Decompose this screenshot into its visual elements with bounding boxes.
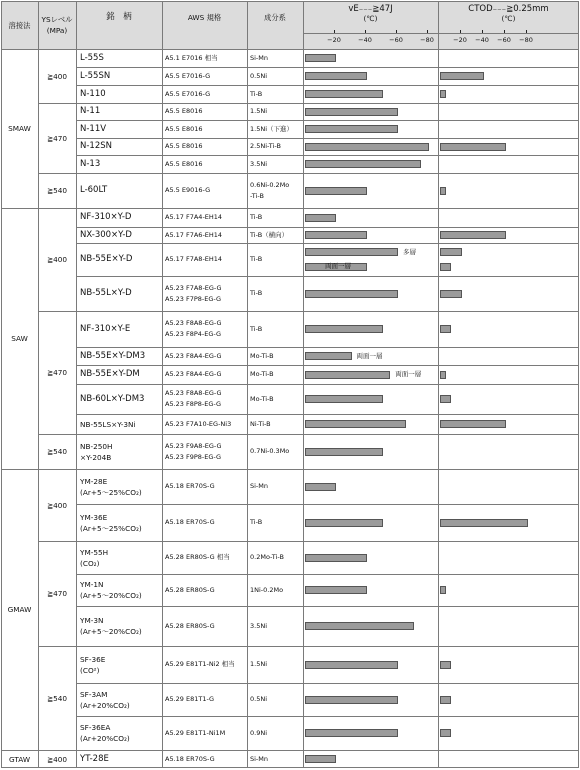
composition-cell-line-0: Si-Mn [250,53,269,62]
aws-cell [165,173,247,208]
brand-cell [80,716,162,750]
aws-cell-line-0: A5.5 E8016 [165,107,203,115]
ys-level-cell: ≧470 [46,589,68,598]
aws-cell [165,541,247,574]
brand-cell-line-1: (Ar+20%CO₂) [80,734,130,743]
brand-cell [80,103,162,120]
brand-cell-line-0: YM-3N [80,616,104,625]
composition-cell-line-0: 0.5Ni [250,695,268,703]
brand-cell-line-0: NF-310×Y-D [80,212,132,222]
brand-cell [80,208,162,227]
brand-cell [80,227,162,243]
composition-cell-line-0: Ti-B [250,324,263,333]
brand-cell-line-1: (Ar+5～20%CO₂) [80,591,142,600]
brand-cell [80,67,162,85]
row-line [1,750,579,751]
brand-cell-line-0: NB-55E×Y-D [80,254,133,264]
brand-cell-line-0: N-12SN [80,141,112,151]
brand-cell-line-1: (CO₂) [80,558,100,568]
brand-cell-line-0: YM-28E [80,476,108,486]
aws-cell [165,469,247,504]
ve-bar [305,371,390,379]
aws-cell-line-0: A5.5 E9016-G [165,186,211,194]
aws-cell-line-0: A5.23 F8A8-EG-G [165,319,222,327]
composition-cell [250,414,303,434]
composition-cell-line-0: Ti-B [250,289,263,297]
aws-cell [165,155,247,173]
ve-bar [305,352,352,360]
ctod-bar [440,143,506,151]
brand-cell-line-1: ×Y-204B [80,452,112,462]
aws-cell-line-0: A5.17 F7A6-EH14 [165,230,223,239]
aws-cell [165,716,247,750]
brand-cell-line-0: N-13 [80,158,101,169]
composition-cell [250,365,303,384]
ctod-bar [440,661,451,669]
composition-cell [250,606,303,646]
aws-cell-line-0: A5.29 E81T1-Ni1M [165,728,226,737]
aws-cell [165,208,247,227]
aws-cell-line-0: A5.23 F7A8-EG-G [165,283,222,292]
row-line [76,574,579,575]
brand-cell [80,365,162,384]
row-line [76,67,579,68]
process-cell: SMAW [8,124,31,133]
aws-cell [165,243,247,276]
header-axis-baseline [303,33,579,34]
column-line-1 [38,1,39,768]
composition-cell [250,646,303,683]
brand-cell-line-0: NB-55LS×Y-3Ni [80,419,136,429]
ve-bar [305,696,398,704]
ve-bar [305,214,336,222]
aws-cell-line-0: A5.5 E7016-G [165,89,211,98]
aws-cell-line-1: A5.23 F7P8-EG-G [165,294,222,303]
aws-cell [165,311,247,347]
composition-cell-line-0: 1.5Ni（下進） [250,124,294,133]
ve-bar-note: 多層 [403,247,416,256]
ys-level-cell: ≧540 [46,447,68,456]
brand-cell [80,384,162,414]
brand-cell [80,504,162,541]
row-line [1,208,579,209]
ve-bar [305,72,367,80]
row-line [76,504,579,505]
aws-cell [165,138,247,155]
brand-cell [80,138,162,155]
row-line [38,646,579,647]
brand-cell-line-1: (Ar+5～25%CO₂) [80,523,142,533]
ve-bar-note-second: 両面一層 [325,262,351,271]
composition-cell-line-0: 0.2Mo-Ti-B [250,553,284,561]
process-cell: GMAW [7,605,32,614]
composition-cell-line-1: -Ti-B [250,191,264,200]
composition-cell-line-0: Ti-B [250,255,263,263]
aws-cell-line-0: A5.18 ER70S-G [165,518,215,526]
composition-cell-line-0: Ni-Ti-B [250,419,271,428]
ctod-bar [440,187,446,195]
aws-cell [165,103,247,120]
composition-cell-line-0: Mo-Ti-B [250,394,274,403]
row-line [76,243,579,244]
ctod-bar [440,290,462,298]
composition-cell [250,750,303,768]
composition-cell-line-0: Ti-B [250,213,263,221]
ve-bar [305,420,406,428]
table-border-top [1,1,579,2]
aws-cell [165,49,247,67]
brand-cell-line-1: (Ar+5～20%CO₂) [80,627,142,636]
header-ys-level-line-0: YSレベル [41,15,73,24]
aws-cell-line-0: A5.23 F8A4-EG-G [165,351,222,360]
ctod-bar-second [440,263,451,271]
row-line [76,227,579,228]
brand-cell-line-0: NX-300×Y-D [80,229,132,240]
ctod-bar [440,90,446,98]
brand-cell [80,750,162,768]
row-line [38,311,579,312]
header-ys-level-line-1: (MPa) [46,26,68,35]
composition-cell-line-0: 0.9Ni [250,728,268,737]
ve-bar [305,248,398,256]
composition-cell [250,208,303,227]
brand-cell [80,276,162,311]
table-border-bottom [1,767,579,768]
ve-bar-note: 両面一層 [356,351,383,360]
composition-cell [250,85,303,103]
aws-cell-line-0: A5.5 E8016 [165,159,203,168]
row-line [76,120,579,121]
row-line [38,541,579,542]
composition-cell-line-0: 1.5Ni [250,660,268,668]
brand-cell-line-0: N-11V [80,123,107,134]
brand-cell [80,85,162,103]
header-bottom-line [1,49,579,50]
brand-cell-line-1: (Ar+5～25%CO₂) [80,487,142,497]
ve-bar [305,519,383,527]
composition-cell-line-0: 1Ni-0.2Mo [250,585,284,594]
ve-bar [305,54,336,62]
ve-bar [305,554,367,562]
aws-cell-line-0: A5.28 ER80S-G [165,585,215,594]
row-line [76,85,579,86]
ve-tick-label-2: −60 [389,35,403,44]
brand-cell [80,646,162,683]
composition-cell-line-0: Si-Mn [250,482,269,490]
composition-cell [250,541,303,574]
header-brand: 銘 柄 [106,11,132,22]
ys-level-cell: ≧540 [46,186,68,195]
aws-cell-line-1: A5.23 F9P8-EG-G [165,452,222,461]
aws-cell-line-0: A5.5 E7016-G [165,71,211,80]
brand-cell-line-0: NB-250H [80,441,113,451]
aws-cell-line-0: A5.17 F7A8-EH14 [165,255,223,263]
row-line [76,276,579,277]
aws-cell-line-0: A5.18 ER70S-G [165,482,215,490]
ctod-bar [440,371,446,379]
aws-cell [165,120,247,138]
row-line [76,138,579,139]
aws-cell-line-0: A5.28 ER80S-G [165,621,215,630]
ve-bar [305,125,398,133]
aws-cell-line-0: A5.23 F7A10-EG-Ni3 [165,419,232,428]
header-ctod-unit: (℃) [501,13,516,23]
header-aws: AWS 規格 [187,12,222,22]
ys-level-cell: ≧400 [46,500,68,510]
row-line [38,434,579,435]
ctod-bar [440,729,451,737]
composition-cell [250,574,303,606]
brand-cell [80,683,162,716]
aws-cell-line-0: A5.29 E81T1-G [165,695,215,703]
aws-cell [165,347,247,365]
row-line [38,173,579,174]
brand-cell-line-0: YM-55H [80,547,109,557]
ctod-bar [440,395,451,403]
header-ys-level [38,5,76,45]
ys-level-cell: ≧400 [46,255,68,264]
ve-bar [305,325,383,333]
aws-cell [165,67,247,85]
header-ve-title: vE₋₋₋≧47J [348,3,393,14]
aws-cell-line-0: A5.29 E81T1-Ni2 相当 [165,660,235,668]
ve-bar [305,622,414,630]
ve-bar [305,290,398,298]
composition-cell-line-0: Si-Mn [250,754,269,763]
brand-cell-line-0: NF-310×Y-E [80,323,131,334]
composition-cell [250,49,303,67]
row-line [76,347,579,348]
brand-cell [80,541,162,574]
ve-tick-label-0: −20 [327,35,341,44]
aws-cell [165,434,247,469]
ve-bar-note: 両面一層 [395,370,422,378]
brand-cell [80,469,162,504]
aws-cell-line-0: A5.28 ER80S-G 相当 [165,553,230,561]
brand-cell [80,606,162,646]
composition-cell [250,243,303,276]
brand-cell [80,120,162,138]
header-composition: 成分系 [264,12,286,22]
composition-cell-line-0: 0.6Ni-0.2Mo [250,180,290,189]
process-cell: GTAW [8,754,31,764]
aws-cell [165,683,247,716]
brand-cell-line-0: NB-55E×Y-DM3 [80,350,146,361]
aws-cell [165,414,247,434]
composition-cell [250,67,303,85]
composition-cell-line-0: 3.5Ni [250,621,268,630]
composition-cell [250,311,303,347]
brand-cell [80,311,162,347]
composition-cell [250,716,303,750]
composition-cell-line-0: Mo-Ti-B [250,351,274,360]
aws-cell [165,646,247,683]
brand-cell-line-0: N-110 [80,88,106,99]
brand-cell-line-0: L-55SN [80,70,111,81]
brand-cell [80,173,162,208]
brand-cell-line-0: YT-28E [80,753,109,764]
aws-cell [165,384,247,414]
ve-bar [305,90,383,98]
composition-cell [250,103,303,120]
brand-cell [80,243,162,276]
composition-cell-line-0: 2.5Ni-Ti-B [250,142,281,150]
aws-cell-line-1: A5.23 F8P8-EG-G [165,400,222,408]
aws-cell-line-0: A5.23 F8A4-EG-G [165,370,222,378]
brand-cell-line-0: SF-36EA [80,723,111,732]
brand-cell-line-0: NB-60L×Y-DM3 [80,393,145,404]
row-line [76,384,579,385]
brand-cell-line-0: SF-36E [80,654,106,664]
row-line [76,606,579,607]
ctod-tick-label-2: −60 [497,35,511,44]
aws-cell [165,276,247,311]
aws-cell-line-0: A5.23 F8A8-EG-G [165,389,222,397]
composition-cell-line-0: 0.5Ni [250,71,268,80]
brand-cell-line-0: SF-3AM [80,689,108,699]
ctod-bar [440,231,506,239]
row-line [76,365,579,366]
aws-cell-line-0: A5.18 ER70S-G [165,754,215,763]
composition-cell [250,434,303,469]
ve-bar [305,755,336,763]
ctod-bar [440,420,506,428]
aws-cell [165,750,247,768]
brand-cell-line-0: NB-55E×Y-DM [80,369,140,379]
composition-cell-line-0: 1.5Ni [250,107,268,115]
aws-cell-line-0: A5.5 E8016 [165,124,203,133]
aws-cell-line-1: A5.23 F8P4-EG-G [165,330,222,338]
ve-bar [305,729,398,737]
ve-tick-label-1: −40 [358,35,372,44]
aws-cell [165,227,247,243]
brand-cell-line-0: L-60LT [80,185,108,195]
ctod-bar [440,586,446,594]
aws-cell [165,606,247,646]
composition-cell-line-0: Ti-B [250,89,263,98]
header-process: 溶接法 [8,20,31,30]
ve-bar [305,448,383,456]
ys-level-cell: ≧540 [46,693,68,703]
brand-cell [80,49,162,67]
row-line [1,469,579,470]
composition-cell [250,138,303,155]
composition-cell [250,469,303,504]
brand-cell [80,574,162,606]
aws-cell-line-0: A5.1 E7016 相当 [165,53,218,62]
column-line-0 [1,1,2,768]
ctod-tick-label-0: −20 [453,35,467,44]
ys-level-cell: ≧400 [46,71,68,81]
brand-cell-line-0: NB-55L×Y-D [80,288,132,298]
row-line [38,103,579,104]
aws-cell-line-0: A5.17 F7A4-EH14 [165,213,223,221]
aws-cell-line-0: A5.23 F9A8-EG-G [165,441,222,450]
composition-cell [250,155,303,173]
ve-bar [305,395,383,403]
brand-cell [80,155,162,173]
ys-level-cell: ≧470 [46,133,68,143]
composition-cell [250,276,303,311]
ctod-bar [440,325,451,333]
brand-cell-line-0: N-11 [80,106,101,116]
composition-cell [250,120,303,138]
ctod-tick-label-1: −40 [475,35,489,44]
brand-cell [80,414,162,434]
ctod-tick-label-3: −80 [519,35,533,44]
brand-cell-line-1: (Ar+20%CO₂) [80,700,130,710]
composition-cell-line-0: Mo-Ti-B [250,370,274,378]
brand-cell-line-1: (CO²) [80,665,100,675]
aws-cell-line-0: A5.5 E8016 [165,142,203,150]
ctod-bar [440,696,451,704]
ctod-bar [440,72,484,80]
row-line [76,716,579,717]
ve-bar [305,586,367,594]
composition-cell [250,347,303,365]
composition-cell-line-0: Ti-B [250,518,263,526]
ve-bar [305,231,367,239]
aws-cell [165,574,247,606]
composition-cell [250,173,303,208]
ve-tick-label-3: −80 [420,35,434,44]
header-ve-unit: (℃) [363,13,378,23]
composition-cell [250,227,303,243]
ve-bar [305,160,421,168]
aws-cell [165,504,247,541]
composition-cell-line-0: Ti-B（横向） [250,230,289,239]
brand-cell-line-0: YM-1N [80,580,104,589]
ys-level-cell: ≧470 [46,368,68,377]
ve-bar [305,187,367,195]
ve-bar [305,483,336,491]
brand-cell-line-0: L-55S [80,52,104,63]
brand-cell [80,434,162,469]
composition-cell [250,504,303,541]
row-line [76,155,579,156]
welding-consumables-table [1,1,579,768]
ys-level-cell: ≧400 [46,754,68,764]
composition-cell-line-0: 3.5Ni [250,159,268,168]
ve-bar [305,108,398,116]
ve-bar [305,143,429,151]
header-ctod-title: CTOD₋₋₋≧0.25mm [468,3,549,14]
aws-cell [165,85,247,103]
row-line [76,414,579,415]
composition-cell [250,384,303,414]
process-cell: SAW [11,334,28,343]
ctod-bar [440,248,462,256]
composition-cell-line-0: 0.7Ni-0.3Mo [250,447,290,455]
row-line [76,683,579,684]
composition-cell [250,683,303,716]
ctod-bar [440,519,528,527]
brand-cell [80,347,162,365]
aws-cell [165,365,247,384]
brand-cell-line-0: YM-36E [80,512,108,522]
ve-bar [305,661,398,669]
